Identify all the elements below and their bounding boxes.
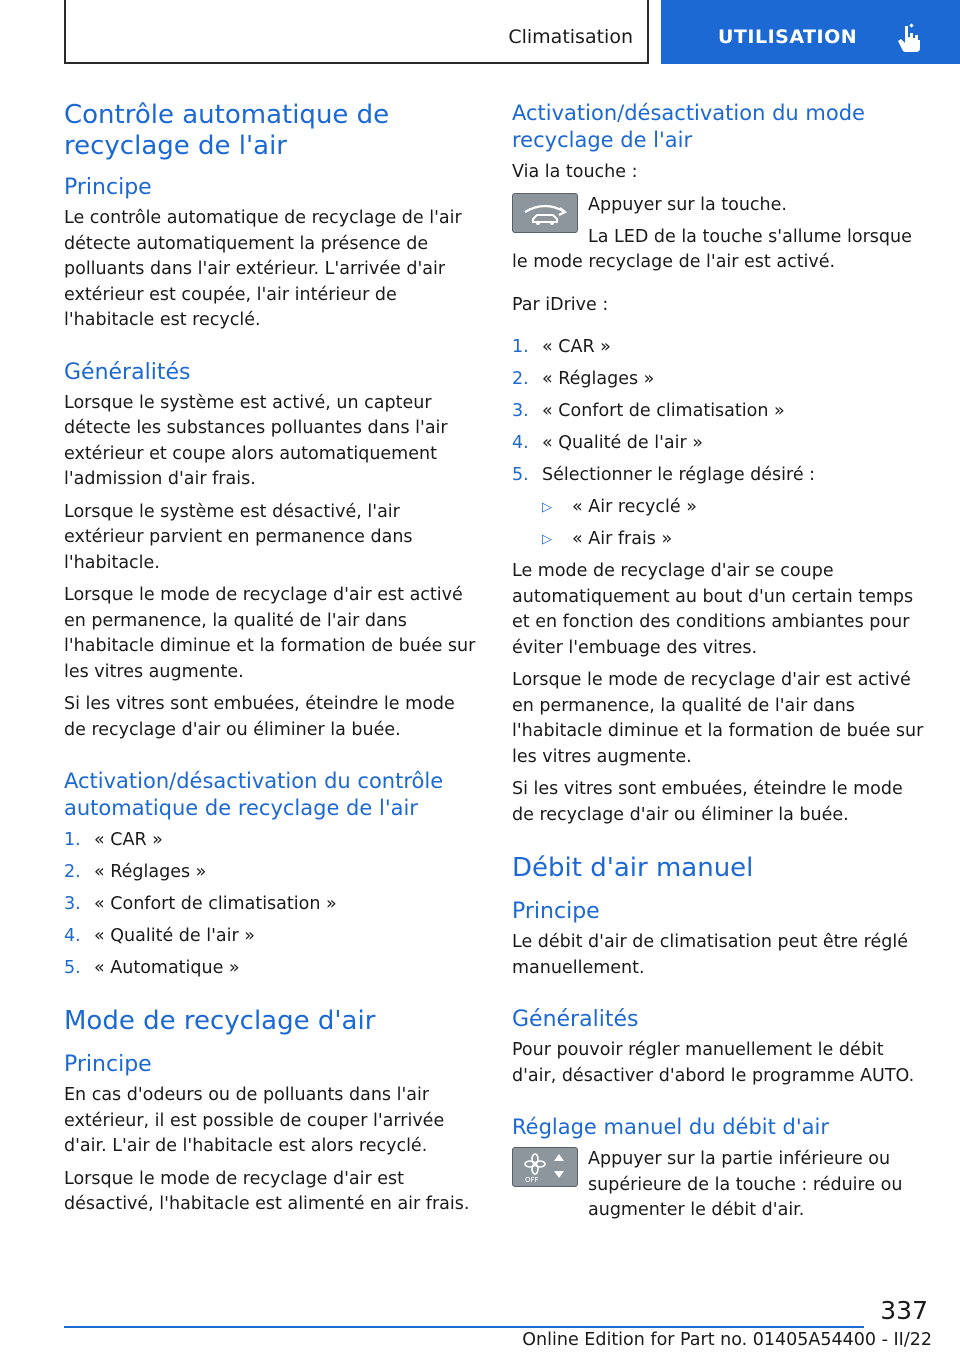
svg-text:OFF: OFF: [525, 1176, 539, 1184]
recirc-toggle-steps: [512, 335, 930, 489]
recirc-key-row: [512, 193, 930, 245]
header-section-box: [64, 0, 649, 64]
auto-recirc-principle-heading: Principe: [64, 175, 152, 200]
manual-airflow-title: Débit d'air manuel: [512, 853, 754, 883]
recirc-options: [542, 495, 930, 553]
recirc-toggle-p1: Le mode de recyclage d'air se coupe automatiquement au bout d'un certain temps et en fonction des conditions ambiantes pour éviter l'embuage des vitres.: [512, 561, 914, 658]
list-item: 1. « CAR »: [64, 830, 163, 850]
auto-recirc-general-p2: Lorsque le système est désactivé, l'air extérieur parvient en permanence dans l'habitacle.: [64, 501, 413, 573]
list-item: 1. « CAR »: [512, 337, 611, 357]
adjust-text: Appuyer sur la partie inférieure ou supérieure de la touche : réduire ou augmenter le débit d'air.: [588, 1149, 903, 1220]
fan-speed-key-icon: [512, 1147, 578, 1187]
recirc-toggle-p3: Si les vitres sont embuées, éteindre le mode de recyclage d'air ou éliminer la buée.: [512, 779, 903, 825]
press-key-text: Appuyer sur la touche.: [588, 194, 787, 215]
auto-recirc-principle-text: Le contrôle automatique de recyclage de l'air détecte automatiquement la présence de polluants dans l'air extérieur. L'arrivée d'air extérieur est coupée, l'air intérieur de l'habitacle est recyclé.: [64, 208, 462, 330]
right-column: [512, 100, 930, 1241]
auto-recirc-title: Contrôle automatique de recyclage de l'air: [64, 100, 390, 161]
triangle-bullet-icon: ▷: [542, 532, 552, 547]
list-item: 4. « Qualité de l'air »: [64, 926, 255, 946]
recirc-mode-p2: Lorsque le mode de recyclage d'air est désactivé, l'habitacle est alimenté en air frais.: [64, 1168, 470, 1214]
recirc-mode-p1: En cas d'odeurs ou de polluants dans l'air extérieur, il est possible de couper l'arrivée d'air. L'air de l'habitacle est alors recyclé.: [64, 1085, 445, 1156]
hand-pointer-icon: [894, 22, 924, 54]
led-text: La LED de la touche s'allume lorsque le mode recyclage de l'air est activé.: [512, 226, 912, 272]
triangle-bullet-icon: ▷: [542, 500, 552, 515]
recirc-mode-title: Mode de recyclage d'air: [64, 1006, 376, 1036]
auto-recirc-general-heading: Généralités: [64, 359, 191, 385]
manual-airflow-general-text: Pour pouvoir régler manuellement le débit d'air, désactiver d'abord le programme AUTO.: [512, 1040, 915, 1086]
via-button-text: Via la touche :: [512, 162, 638, 182]
left-column: [64, 100, 482, 1225]
auto-recirc-steps: [64, 828, 482, 982]
list-item: 2. « Réglages »: [512, 369, 655, 389]
manual-airflow-adjust-heading: Réglage manuel du débit d'air: [512, 1115, 829, 1139]
list-item: 5. Sélectionner le réglage désiré :: [512, 465, 816, 485]
edition-text: Online Edition for Part no. 01405A54400 - II/22: [522, 1330, 932, 1350]
page-number: 337: [880, 1296, 928, 1325]
manual-airflow-general-heading: Généralités: [512, 1007, 639, 1032]
manual-airflow-principle-heading: Principe: [512, 899, 600, 924]
recirc-toggle-heading: Activation/désactivation du mode recyclage de l'air: [512, 101, 865, 152]
section-title: Climatisation: [508, 26, 633, 48]
footer-divider: [64, 1326, 864, 1328]
fan-key-row: [512, 1147, 930, 1224]
list-item: 3. « Confort de climatisation »: [512, 401, 785, 421]
chapter-tab: [661, 0, 960, 64]
manual-airflow-principle-text: Le débit d'air de climatisation peut être réglé manuellement.: [512, 932, 908, 978]
recirc-toggle-p2: Lorsque le mode de recyclage d'air est activé en permanence, la qualité de l'air dans l'habitacle diminue et la formation de buée sur les vitres augmente.: [512, 670, 924, 767]
list-item: 4. « Qualité de l'air »: [512, 433, 703, 453]
list-item: 3. « Confort de climatisation »: [64, 894, 337, 914]
auto-recirc-activation-heading: Activation/désactivation du contrôle automatique de recyclage de l'air: [64, 769, 444, 820]
list-item: 5. « Automatique »: [64, 958, 240, 978]
chapter-title: UTILISATION: [718, 26, 858, 48]
list-item: ▷ « Air recyclé »: [542, 495, 930, 521]
recirc-mode-principle-heading: Principe: [64, 1052, 152, 1077]
list-item: ▷ « Air frais »: [542, 527, 930, 553]
via-idrive-text: Par iDrive :: [512, 294, 609, 315]
auto-recirc-general-p3: Lorsque le mode de recyclage d'air est activé en permanence, la qualité de l'air dans l'habitacle diminue et la formation de buée sur les vitres augmente.: [64, 585, 476, 682]
auto-recirc-general-p1: Lorsque le système est activé, un capteur détecte les substances polluantes dans l'air extérieur et coupe alors automatiquement l'admission d'air frais.: [64, 392, 448, 489]
list-item: 2. « Réglages »: [64, 862, 207, 882]
auto-recirc-general-p4: Si les vitres sont embuées, éteindre le mode de recyclage d'air ou éliminer la buée.: [64, 694, 455, 740]
recirculation-key-icon: [512, 193, 578, 233]
